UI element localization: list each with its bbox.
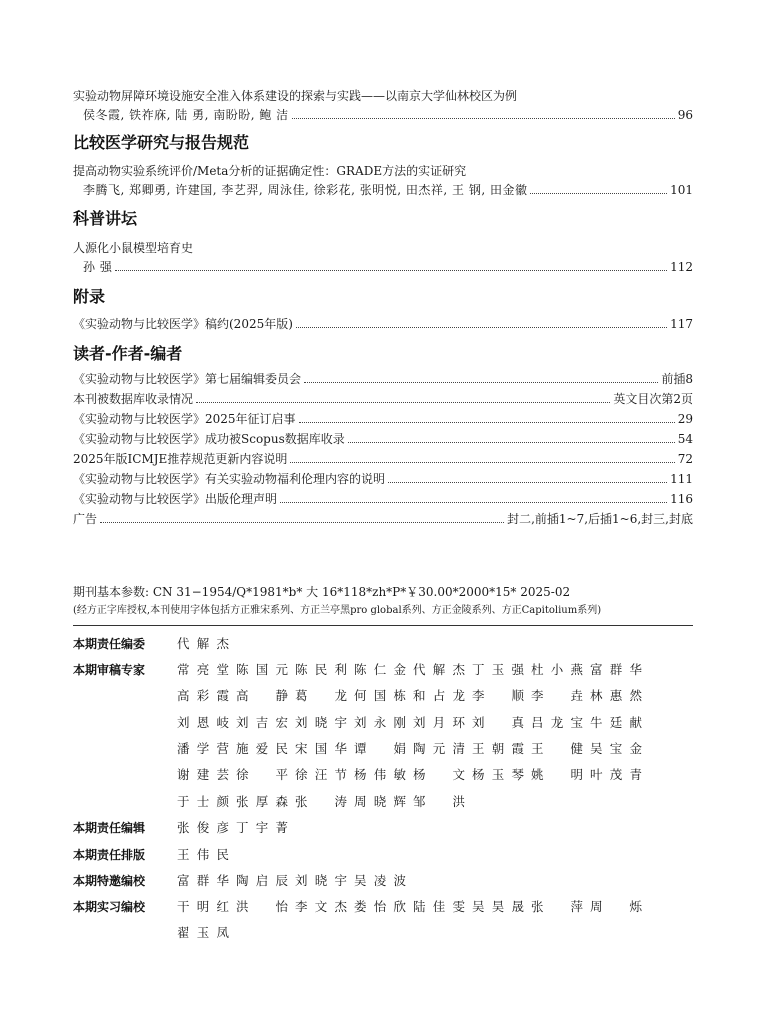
toc-entry-title: 本刊被数据库收录情况 [73, 392, 194, 406]
toc-entry-title: 2025年版ICMJE推荐规范更新内容说明 [73, 452, 288, 466]
staff-label: 本期责任编委 [73, 637, 146, 651]
staff-name: 陈仁金 [354, 662, 406, 677]
staff-name: 富群华 [590, 662, 642, 677]
toc-article-authors: 李腾飞, 郑卿勇, 许建国, 李艺羿, 周泳佳, 徐彩花, 张明悦, 田杰祥, 王 钢, 田金徽 [83, 183, 528, 197]
toc-entry-title: 《实验动物与比较医学》出版伦理声明 [73, 492, 278, 506]
toc-entry-title: 广告 [73, 512, 98, 526]
staff-name: 富群华 [177, 873, 229, 888]
staff-name: 张俊彦 [177, 820, 229, 835]
font-license-note: (经方正字库授权,本刊使用字体包括方正雅宋系列、方正兰亭黑pro global系列、方正金陵系列、方正Capitolium系列) [73, 605, 602, 616]
staff-name: 李文杰 [295, 899, 347, 914]
staff-name: 姚 明 [531, 767, 583, 783]
toc-entry[interactable] [73, 491, 693, 507]
staff-name: 王朝霞 [472, 740, 524, 756]
toc-entry-title: 《实验动物与比较医学》第七届编辑委员会 [73, 372, 302, 386]
staff-name: 徐 平 [236, 767, 288, 783]
staff-name: 和占龙 [413, 688, 465, 704]
staff-name: 李 顺 [472, 688, 524, 704]
toc-page-number: 封二,前插1~7,后插1~6,封三,封底 [507, 512, 693, 526]
toc-entry-title: 《实验动物与比较医学》稿约(2025年版) [73, 317, 293, 331]
toc-entry[interactable] [73, 511, 693, 527]
staff-name: 代解杰 [177, 636, 229, 651]
staff-name: 吕龙宝 [531, 714, 583, 730]
divider [73, 625, 693, 626]
staff-name: 王 健 [531, 740, 583, 756]
staff-label: 本期责任编辑 [73, 821, 146, 835]
toc-entry[interactable] [73, 391, 693, 407]
staff-name: 干明红 [177, 899, 229, 914]
staff-name: 徐汪节 [295, 767, 347, 783]
journal-parameters: 期刊基本参数: CN 31−1954/Q*1981*b* 大 16*118*zh*P*￥30.00*2000*15* 2025-02 [73, 585, 571, 599]
staff-name: 刘永刚 [354, 714, 406, 730]
staff-name: 刘晓宇 [295, 873, 347, 888]
section-heading: 比较医学研究与报告规范 [73, 133, 250, 152]
staff-name: 丁玉强 [472, 662, 524, 677]
staff-name: 陆佳雯 [413, 899, 465, 914]
section-heading: 科普讲坛 [73, 209, 138, 228]
dot-leader [348, 442, 675, 443]
toc-entry[interactable] [73, 411, 693, 427]
staff-name: 刘晓宇 [295, 714, 347, 730]
staff-name: 高彩霞 [177, 688, 229, 704]
staff-name: 吴凌波 [354, 873, 406, 888]
staff-name: 吴昊晟 [472, 899, 524, 914]
staff-label: 本期特邀编校 [73, 874, 146, 888]
staff-name: 娄怡欣 [354, 899, 406, 914]
staff-name: 邹 洪 [413, 793, 465, 809]
staff-name: 林惠然 [590, 688, 642, 704]
dot-leader [100, 522, 504, 523]
toc-entry-title: 《实验动物与比较医学》有关实验动物福利伦理内容的说明 [73, 472, 386, 486]
staff-name: 丁宇菁 [236, 820, 288, 835]
toc-article-authors: 侯冬霞, 铁祚庥, 陆 勇, 南盼盼, 鲍 洁 [83, 108, 289, 122]
dot-leader [388, 482, 667, 483]
staff-name: 刘 真 [472, 714, 524, 730]
staff-name: 宋国华 [295, 740, 347, 756]
staff-name: 杨 文 [413, 767, 465, 783]
dot-leader [290, 462, 674, 463]
staff-label: 本期实习编校 [73, 900, 146, 914]
staff-name: 张 萍 [531, 899, 583, 914]
staff-name: 高 静 [236, 688, 288, 704]
section-heading: 附录 [73, 287, 106, 306]
dot-leader [296, 327, 667, 328]
staff-name: 谭 娟 [354, 740, 406, 756]
toc-page-number: 前插8 [661, 372, 693, 386]
staff-name: 谢建芸 [177, 767, 229, 783]
toc-article-title[interactable]: 人源化小鼠模型培育史 [73, 241, 194, 255]
toc-article-authors-line [83, 182, 693, 198]
toc-entry-title: 《实验动物与比较医学》成功被Scopus数据库收录 [73, 432, 345, 446]
staff-name: 于士颜 [177, 793, 229, 809]
dot-leader [530, 193, 667, 194]
dot-leader [292, 118, 675, 119]
toc-article-authors: 孙 强 [83, 260, 113, 274]
toc-entry[interactable] [73, 471, 693, 487]
dot-leader [304, 382, 658, 383]
staff-name: 代解杰 [413, 662, 465, 677]
staff-name: 周晓辉 [354, 793, 406, 809]
toc-page-number: 101 [670, 183, 693, 197]
toc-page-number: 29 [677, 412, 693, 426]
staff-name: 葛 龙 [295, 688, 347, 704]
toc-entry[interactable] [73, 451, 693, 467]
staff-label: 本期审稿专家 [73, 663, 146, 677]
staff-name: 翟玉凤 [177, 925, 229, 941]
staff-name: 李 垚 [531, 688, 583, 704]
staff-name: 牛廷献 [590, 714, 642, 730]
staff-name: 陶元清 [413, 740, 465, 756]
staff-name: 刘吉宏 [236, 714, 288, 730]
staff-name: 杜小燕 [531, 662, 583, 677]
section-heading: 读者-作者-编者 [73, 344, 183, 363]
toc-page-number: 117 [670, 317, 693, 331]
toc-article-authors-line [83, 259, 693, 275]
staff-name: 何国栋 [354, 688, 406, 704]
toc-page-number: 72 [677, 452, 693, 466]
staff-name: 洪 怡 [236, 899, 288, 914]
toc-entry[interactable] [73, 431, 693, 447]
staff-name: 杨伟敏 [354, 767, 406, 783]
staff-name: 张 涛 [295, 793, 347, 809]
staff-name: 陈民利 [295, 662, 347, 677]
toc-page-number: 111 [670, 472, 693, 486]
dot-leader [299, 422, 675, 423]
staff-name: 叶茂青 [590, 767, 642, 783]
staff-label: 本期责任排版 [73, 848, 146, 862]
toc-entry[interactable] [73, 371, 693, 387]
toc-page-number: 54 [677, 432, 693, 446]
dot-leader [115, 270, 667, 271]
toc-article-title[interactable]: 实验动物屏障环境设施安全准入体系建设的探索与实践——以南京大学仙林校区为例 [73, 89, 518, 103]
staff-name: 周 烁 [590, 899, 642, 914]
toc-page-number: 英文目次第2页 [613, 392, 693, 406]
dot-leader [196, 402, 610, 403]
toc-page-number: 96 [677, 108, 693, 122]
staff-name: 刘月环 [413, 714, 465, 730]
staff-name: 陶启辰 [236, 873, 288, 888]
toc-article-authors-line [83, 107, 693, 123]
staff-name: 施爱民 [236, 740, 288, 756]
toc-entry-title: 《实验动物与比较医学》2025年征订启事 [73, 412, 296, 426]
staff-name: 刘恩岐 [177, 714, 229, 730]
dot-leader [280, 502, 667, 503]
staff-name: 常亮堂 [177, 662, 229, 677]
staff-name: 陈国元 [236, 662, 288, 677]
toc-article-title[interactable]: 提高动物实验系统评价/Meta分析的证据确定性：GRADE方法的实证研究 [73, 164, 467, 178]
staff-name: 王伟民 [177, 847, 229, 862]
toc-page-number: 116 [670, 492, 693, 506]
staff-name: 吴宝金 [590, 740, 642, 756]
toc-entry[interactable] [73, 316, 693, 332]
staff-name: 潘学营 [177, 740, 229, 756]
staff-name: 张厚森 [236, 793, 288, 809]
staff-name: 杨玉琴 [472, 767, 524, 783]
toc-page-number: 112 [670, 260, 693, 274]
